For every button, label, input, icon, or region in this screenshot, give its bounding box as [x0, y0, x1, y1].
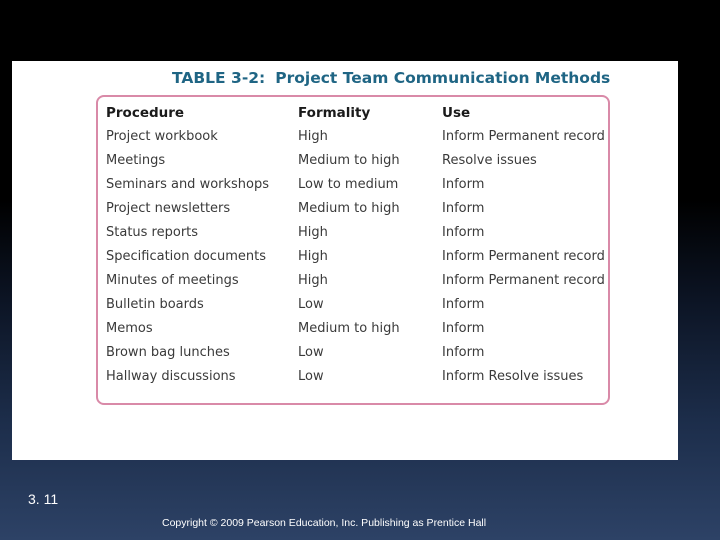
- table-row: [98, 199, 608, 223]
- table-row: [98, 343, 608, 367]
- table-header-row: [98, 103, 608, 127]
- use-cell: Inform: [442, 345, 485, 360]
- slide-number: 3. 11: [28, 491, 59, 507]
- use-cell: Inform: [442, 297, 485, 312]
- table-row: [98, 151, 608, 175]
- use-cell: Inform Permanent record: [442, 129, 605, 144]
- table-row: [98, 295, 608, 319]
- table-row: [98, 175, 608, 199]
- procedure-cell: Project workbook: [106, 129, 218, 144]
- use-cell: Inform Resolve issues: [442, 369, 584, 384]
- formality-cell: Low: [298, 297, 324, 312]
- table-row: [98, 223, 608, 247]
- use-cell: Inform Permanent record: [442, 273, 605, 288]
- procedure-cell: Bulletin boards: [106, 297, 204, 312]
- header-formality: Formality: [298, 105, 371, 121]
- procedure-cell: Minutes of meetings: [106, 273, 239, 288]
- communication-methods-table: [96, 95, 610, 405]
- procedure-cell: Memos: [106, 321, 153, 336]
- formality-cell: High: [298, 249, 328, 264]
- formality-cell: Medium to high: [298, 153, 400, 168]
- procedure-cell: Meetings: [106, 153, 166, 168]
- table-row: [98, 247, 608, 271]
- formality-cell: High: [298, 273, 328, 288]
- formality-cell: Medium to high: [298, 321, 400, 336]
- formality-cell: Low: [298, 369, 324, 384]
- procedure-cell: Hallway discussions: [106, 369, 236, 384]
- procedure-cell: Project newsletters: [106, 201, 231, 216]
- use-cell: Inform: [442, 177, 485, 192]
- table-image: [12, 61, 678, 460]
- header-procedure: Procedure: [106, 105, 185, 121]
- formality-cell: Low to medium: [298, 177, 399, 192]
- table-row: [98, 127, 608, 151]
- table-row: [98, 367, 608, 391]
- use-cell: Inform Permanent record: [442, 249, 605, 264]
- header-use: Use: [442, 105, 471, 121]
- table-title: [172, 69, 610, 87]
- table-row: [98, 271, 608, 295]
- use-cell: Inform: [442, 225, 485, 240]
- table-number: TABLE 3-2:: [172, 69, 266, 87]
- use-cell: Inform: [442, 321, 485, 336]
- procedure-cell: Specification documents: [106, 249, 266, 264]
- formality-cell: High: [298, 225, 328, 240]
- table-row: [98, 319, 608, 343]
- formality-cell: Medium to high: [298, 201, 400, 216]
- use-cell: Resolve issues: [442, 153, 537, 168]
- table-title-text: Project Team Communication Methods: [275, 69, 611, 87]
- procedure-cell: Brown bag lunches: [106, 345, 230, 360]
- formality-cell: Low: [298, 345, 324, 360]
- use-cell: Inform: [442, 201, 485, 216]
- procedure-cell: Seminars and workshops: [106, 177, 270, 192]
- procedure-cell: Status reports: [106, 225, 199, 240]
- copyright-footer: Copyright © 2009 Pearson Education, Inc. Publishing as Prentice Hall: [162, 517, 487, 529]
- formality-cell: High: [298, 129, 328, 144]
